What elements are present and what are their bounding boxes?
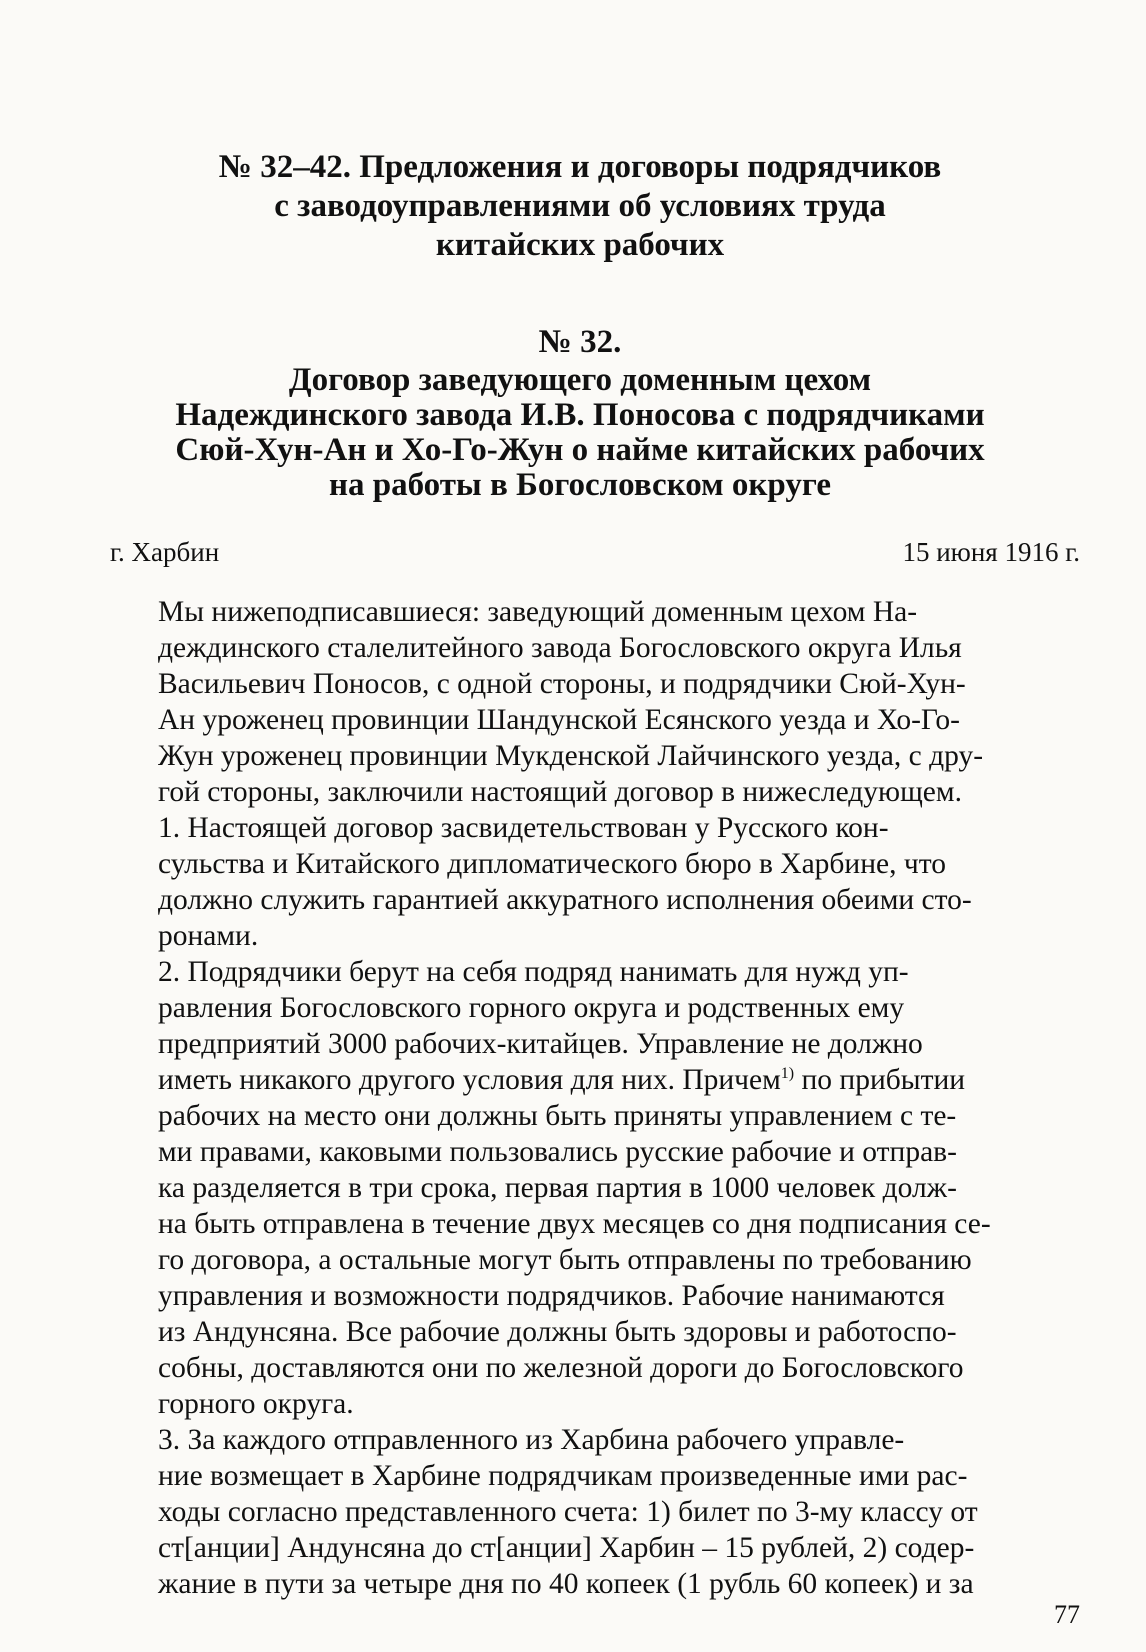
section-title-line: с заводоуправлениями об условиях труда (274, 188, 886, 224)
section-title-line: № 32–42. Предложения и договоры подрядчиков (218, 149, 942, 185)
document-body (110, 594, 1080, 1602)
text-line: сульства и Китайского дипломатического бюро в Харбине, что (158, 848, 946, 880)
text-line: управления и возможности подрядчиков. Рабочие нанимаются (158, 1280, 945, 1312)
text-line: рабочих на место они должны быть приняты управлением с те- (158, 1100, 957, 1132)
text-line: должно служить гарантией аккуратного исполнения обеими сто- (158, 884, 972, 916)
text-line-with-footnote (110, 1062, 1080, 1098)
text-line: ми правами, каковыми пользовались русские рабочие и отправ- (158, 1136, 957, 1168)
text-line: 3. За каждого отправленного из Харбина рабочего управле- (158, 1424, 905, 1456)
text-line: из Андунсяна. Все рабочие должны быть здоровы и работоспо- (158, 1316, 957, 1348)
text-line: Васильевич Поносов, с одной стороны, и подрядчики Сюй-Хун- (158, 668, 966, 700)
document-place: г. Харбин (110, 537, 220, 567)
text-line: равления Богословского горного округа и родственных ему (158, 992, 905, 1024)
document-title (150, 363, 1010, 503)
section-title (150, 148, 1010, 265)
text-line: 1. Настоящей договор засвидетельствован у Русского кон- (158, 812, 889, 844)
text-line: на быть отправлена в течение двух месяцев со дня подписания се- (158, 1208, 991, 1240)
text-line: собны, доставляются они по железной дороги до Богословского (158, 1352, 964, 1384)
text-line: го договора, а остальные могут быть отправлены по требованию (158, 1244, 972, 1276)
text-line: ходы согласно представленного счета: 1) билет по 3-му классу от (158, 1496, 978, 1528)
text-line: ка разделяется в три срока, первая партия в 1000 человек долж- (158, 1172, 957, 1204)
text-line: 2. Подрядчики берут на себя подряд нанимать для нужд уп- (158, 956, 909, 988)
document-date: 15 июня 1916 г. (902, 537, 1080, 567)
paragraph-clause-3 (110, 1422, 1080, 1602)
paragraph-clause-1 (110, 810, 1080, 954)
text-line: ние возмещает в Харбине подрядчикам произведенные ими рас- (158, 1460, 968, 1492)
paragraph-preamble (110, 594, 1080, 810)
text-fragment: по прибытии (794, 1064, 966, 1096)
text-fragment: иметь никакого другого условия для них. Причем (158, 1064, 781, 1096)
text-line: Жун уроженец провинции Мукденской Лайчинского уезда, с дру- (158, 740, 984, 772)
page-number: 77 (1054, 1600, 1080, 1629)
text-line: Мы нижеподписавшиеся: заведующий доменным цехом На- (158, 596, 918, 628)
text-line: деждинского сталелитейного завода Богословского округа Илья (158, 632, 962, 664)
section-title-line: китайских рабочих (435, 227, 725, 263)
text-line: предприятий 3000 рабочих-китайцев. Управление не должно (158, 1028, 923, 1060)
document-title-line: Надеждинского завода И.В. Поносова с подрядчиками (175, 397, 985, 433)
paragraph-clause-2 (110, 954, 1080, 1422)
text-line: ронами. (158, 920, 259, 952)
document-title-line: Сюй-Хун-Ан и Хо-Го-Жун о найме китайских рабочих (175, 432, 985, 468)
document-number: № 32. (538, 324, 622, 360)
document-title-line: Договор заведующего доменным цехом (288, 362, 872, 398)
document-title-line: на работы в Богословском округе (328, 467, 832, 503)
text-line: ст[анции] Андунсяна до ст[анции] Харбин – 15 рублей, 2) содер- (158, 1532, 975, 1564)
text-line: горного округа. (158, 1388, 354, 1420)
text-line: жание в пути за четыре дня по 40 копеек (1 рубль 60 копеек) и за (158, 1568, 974, 1600)
text-line: гой стороны, заключили настоящий договор в нижеследующем. (158, 776, 962, 808)
text-line: Ан уроженец провинции Шандунской Есянского уезда и Хо-Го- (158, 704, 960, 736)
footnote-mark: 1) (780, 1065, 795, 1083)
